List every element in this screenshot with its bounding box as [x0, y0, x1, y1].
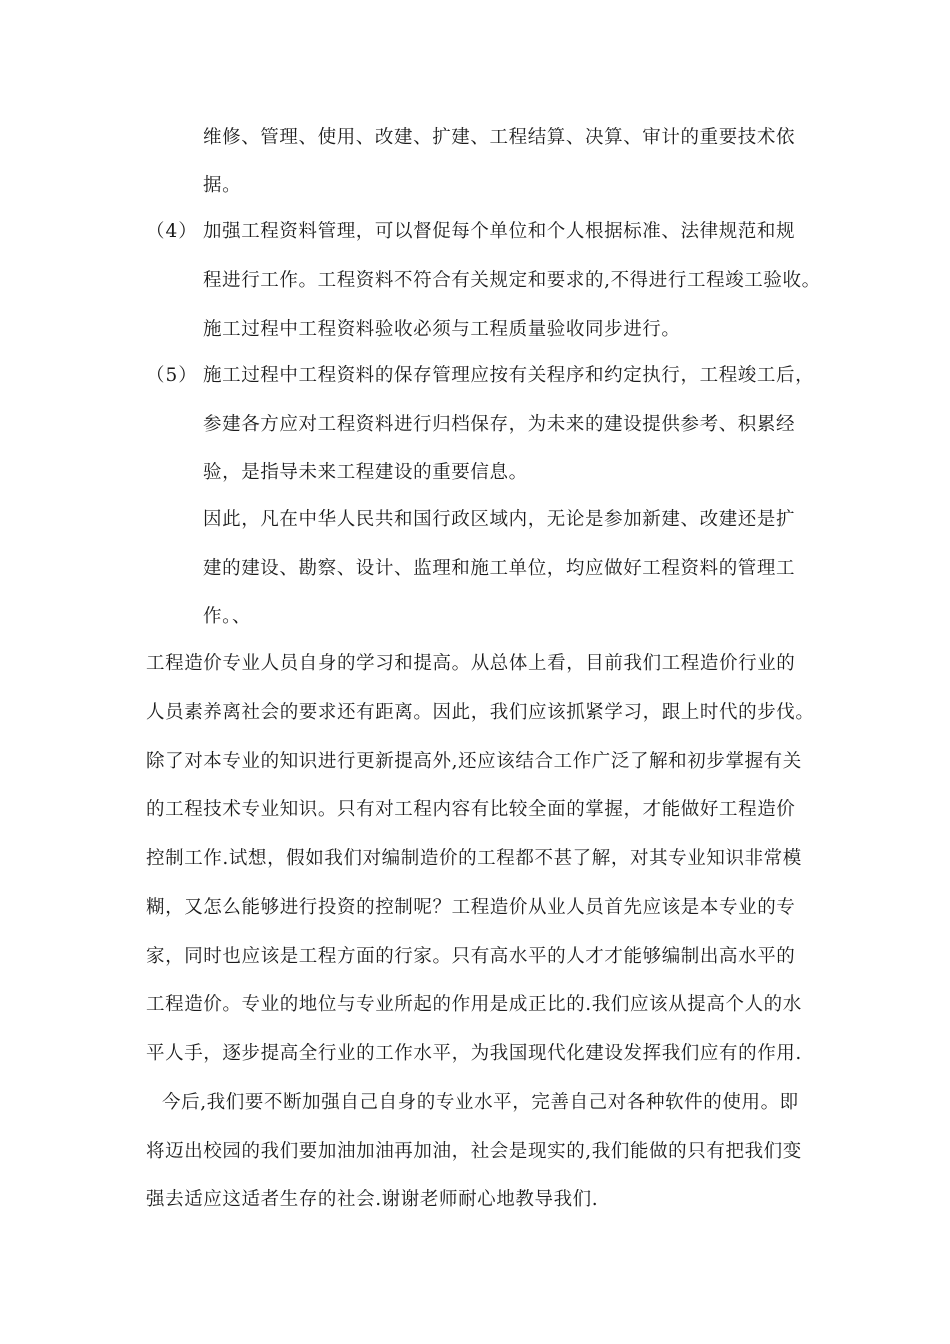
item-line: 据。 — [203, 175, 242, 196]
item-line: 加强工程资料管理，可以督促每个单位和个人根据标准、法律规范和规 — [203, 221, 796, 242]
item-line: 验，是指导未来工程建设的重要信息。 — [203, 462, 528, 483]
paragraph-line: 平人手，逐步提高全行业的工作水平，为我国现代化建设发挥我们应有的作用. — [146, 1043, 802, 1064]
item-line: 维修、管理、使用、改建、扩建、工程结算、决算、审计的重要技术依 — [203, 127, 796, 148]
item-number: （4） — [146, 221, 198, 242]
conclusion-line: 因此，凡在中华人民共和国行政区域内，无论是参加新建、改建还是扩 — [203, 509, 796, 530]
conclusion-line: 作。、 — [203, 606, 252, 627]
paragraph-line: 糊，又怎么能够进行投资的控制呢？工程造价从业人员首先应该是本专业的专 — [146, 897, 796, 918]
paragraph-line: 控制工作.试想，假如我们对编制造价的工程都不甚了解，对其专业知识非常模 — [146, 848, 802, 869]
paragraph-line: 强去适应这适者生存的社会.谢谢老师耐心地教导我们. — [146, 1189, 599, 1210]
paragraph-line: 今后,我们要不断加强自己自身的专业水平，完善自己对各种软件的使用。即 — [162, 1092, 799, 1113]
item-line: 施工过程中工程资料的保存管理应按有关程序和约定执行，工程竣工后， — [203, 365, 815, 386]
paragraph-line: 家，同时也应该是工程方面的行家。只有高水平的人才才能够编制出高水平的 — [146, 946, 796, 967]
paragraph-line: 人员素养离社会的要求还有距离。因此，我们应该抓紧学习，跟上时代的步伐。 — [146, 702, 815, 723]
conclusion-line: 建的建设、勘察、设计、监理和施工单位，均应做好工程资料的管理工 — [203, 558, 796, 579]
paragraph-line: 工程造价。专业的地位与专业所起的作用是成正比的.我们应该从提高个人的水 — [146, 994, 802, 1015]
paragraph-line: 将迈出校园的我们要加油加油再加油，社会是现实的,我们能做的只有把我们变 — [146, 1141, 802, 1162]
paragraph-line: 除了对本专业的知识进行更新提高外,还应该结合工作广泛了解和初步掌握有关 — [146, 751, 802, 772]
paragraph-line: 工程造价专业人员自身的学习和提高。从总体上看，目前我们工程造价行业的 — [146, 653, 796, 674]
item-line: 施工过程中工程资料验收必须与工程质量验收同步进行。 — [203, 319, 681, 340]
item-line: 程进行工作。工程资料不符合有关规定和要求的,不得进行工程竣工验收。 — [203, 270, 821, 291]
item-number: （5） — [146, 365, 198, 386]
item-line: 参建各方应对工程资料进行归档保存，为未来的建设提供参考、积累经 — [203, 414, 796, 435]
paragraph-line: 的工程技术专业知识。只有对工程内容有比较全面的掌握，才能做好工程造价 — [146, 799, 796, 820]
